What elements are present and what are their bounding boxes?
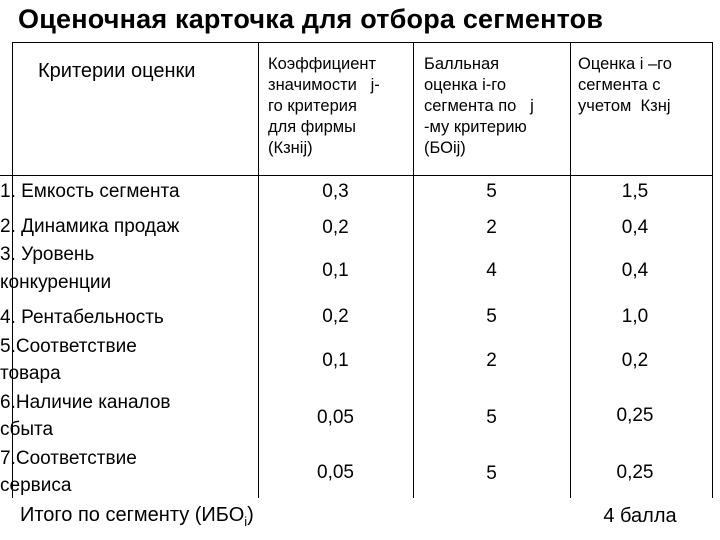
header-coefficient: Коэффициент значимости j- го критерия для фирмы (Кзнij): [268, 55, 380, 157]
coefficient-value: 0,2: [322, 217, 349, 238]
criterion-label: 5.Соответствие: [0, 336, 137, 357]
criterion-label: 6.Наличие каналов: [0, 392, 171, 413]
total-label-subscript: i: [244, 514, 248, 529]
weighted-value: 1,5: [621, 181, 649, 202]
weighted-value: 1,0: [621, 306, 649, 327]
weighted-value: 0,4: [621, 217, 649, 238]
header-weighted-score: Оценка i –го сегмента с учетом Кзнj: [578, 55, 672, 115]
score-value: 5: [486, 463, 497, 484]
table-border-top: [12, 42, 713, 43]
criterion-label: 2. Динамика продаж: [0, 216, 180, 237]
weighted-value: 0,25: [616, 405, 654, 426]
coefficient-value: 0,05: [317, 462, 354, 483]
coefficient-value: 0,1: [322, 260, 349, 281]
header-score: Балльная оценка i-го сегмента по j -му критерию (БОij): [424, 55, 534, 157]
weighted-value: 0,25: [616, 462, 654, 483]
score-value: 4: [486, 260, 497, 281]
weighted-value: 0,2: [621, 350, 649, 371]
coefficient-value: 0,3: [322, 181, 349, 202]
coefficient-value: 0,05: [317, 407, 354, 428]
criterion-label: 1. Емкость сегмента: [0, 181, 180, 202]
header-divider: [0, 175, 713, 176]
table-border-right: [712, 42, 713, 498]
coefficient-value: 0,2: [322, 306, 349, 327]
total-label-close: ): [247, 504, 254, 526]
coefficient-value: 0,1: [322, 350, 349, 371]
criterion-label: 4. Рентабельность: [0, 307, 164, 328]
criterion-label-cont: сервиса: [0, 475, 72, 496]
criterion-label-cont: конкуренции: [0, 272, 112, 293]
criterion-label-cont: товара: [0, 363, 61, 384]
weighted-value: 0,4: [621, 260, 649, 281]
criterion-label-cont: сбыта: [0, 419, 54, 440]
total-value: 4 балла: [603, 505, 677, 527]
score-value: 5: [486, 306, 497, 327]
criterion-label: 3. Уровень: [0, 244, 95, 265]
total-label-text: Итого по сегменту (ИБО: [20, 504, 245, 526]
header-criteria: Критерии оценки: [38, 60, 196, 82]
score-value: 5: [486, 181, 497, 202]
criterion-label: 7.Соответствие: [0, 448, 137, 469]
score-value: 2: [486, 217, 497, 238]
score-value: 2: [486, 350, 497, 371]
score-value: 5: [486, 407, 497, 428]
page-title: Оценочная карточка для отбора сегментов: [18, 4, 604, 34]
total-label: [20, 504, 254, 529]
